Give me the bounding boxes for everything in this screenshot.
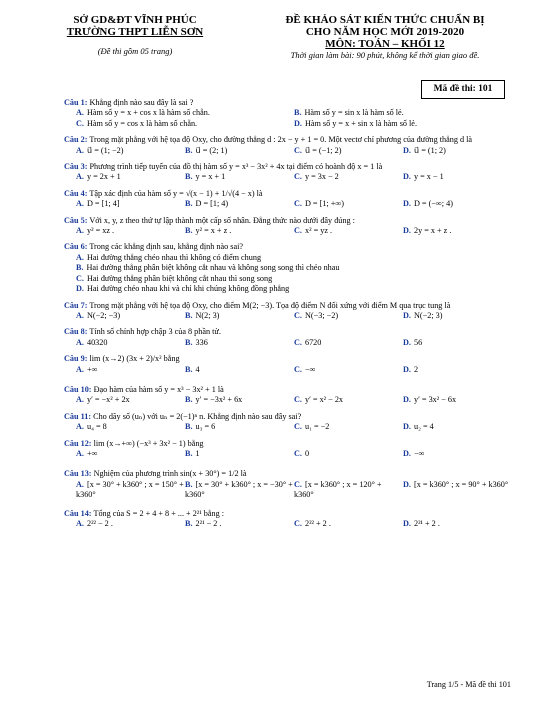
answer-option — [185, 480, 294, 501]
answer-option — [185, 395, 294, 405]
answer-option — [294, 422, 403, 432]
answer-option — [294, 395, 403, 405]
question-number: Câu 3: — [64, 162, 88, 172]
option-letter: B. — [185, 337, 193, 347]
question — [64, 412, 512, 439]
question-number: Câu 5: — [64, 215, 88, 225]
option-letter: B. — [185, 226, 193, 236]
answer-option — [294, 226, 403, 236]
answer-option — [403, 449, 512, 459]
option-text: N(−2; −3) — [86, 310, 121, 320]
answer-option — [76, 422, 185, 432]
option-letter: A. — [76, 199, 84, 209]
answer-option — [64, 263, 512, 273]
question-stem — [64, 354, 512, 364]
option-letter: B. — [185, 479, 193, 489]
option-text: y′ = −3x² + 6x — [195, 395, 243, 405]
option-letter: D. — [403, 519, 411, 528]
answer-option — [294, 119, 512, 129]
answer-option — [64, 284, 512, 294]
option-text: N(−3; −2) — [304, 310, 339, 320]
time-note: Thời gian làm bài: 90 phút, không kể thời gian giao đề. — [290, 50, 480, 60]
answer-option — [403, 422, 512, 432]
answer-option — [294, 519, 403, 529]
answer-option — [294, 172, 403, 182]
question-number: Câu 1: — [64, 98, 88, 107]
question — [64, 242, 512, 300]
option-text: 2²¹ + 2 . — [413, 519, 440, 528]
option-text: Hàm số y = cos x là hàm số chẵn. — [86, 118, 198, 128]
answer-option — [294, 449, 403, 459]
option-text: N(2; 3) — [195, 310, 220, 320]
option-letter: A. — [76, 448, 84, 458]
question-number: Câu 13: — [64, 469, 92, 479]
question-number: Câu 4: — [64, 188, 88, 198]
question-number: Câu 14: — [64, 508, 92, 518]
option-letter: B. — [185, 519, 193, 528]
answer-option — [185, 365, 294, 375]
option-letter: A. — [76, 145, 84, 155]
option-letter: D. — [403, 422, 411, 432]
option-letter: C. — [294, 310, 302, 320]
option-letter: A. — [76, 252, 84, 262]
option-letter: A. — [76, 422, 84, 432]
answer-option — [76, 172, 185, 182]
option-letter: C. — [294, 479, 302, 489]
answer-option — [185, 146, 294, 156]
option-letter: C. — [294, 199, 302, 209]
answer-option — [403, 226, 512, 236]
option-letter: D. — [403, 145, 411, 155]
question-text: Khẳng định nào sau đây là sai ? — [89, 98, 194, 107]
option-letter: B. — [185, 395, 193, 405]
option-text: 2²² + 2 . — [304, 519, 331, 528]
question — [64, 301, 512, 328]
answer-option — [403, 146, 512, 156]
answer-option — [76, 119, 294, 129]
question — [64, 98, 512, 135]
option-letter: B. — [185, 310, 193, 320]
option-letter: C. — [294, 448, 302, 458]
option-text: u⃗ = (1; 2) — [413, 145, 446, 155]
question-text: Nghiệm của phương trình sin(x + 30°) = 1/2 là — [93, 469, 247, 479]
question-number: Câu 9: — [64, 354, 88, 364]
option-letter: A. — [76, 395, 84, 405]
option-letter: A. — [76, 310, 84, 320]
question-text: Cho dãy số (uₙ) với uₙ = 2(−1)ⁿ n. Khẳng định nào sau đây sai? — [93, 411, 302, 421]
option-letter: A. — [76, 172, 84, 182]
question-number: Câu 8: — [64, 327, 88, 337]
question-number: Câu 2: — [64, 135, 88, 145]
option-letter: C. — [76, 273, 84, 283]
option-text: +∞ — [86, 448, 98, 458]
answer-option — [76, 146, 185, 156]
answer-option — [403, 480, 512, 501]
exam-title: ĐỀ KHẢO SÁT KIẾN THỨC CHUẨN BỊ — [285, 14, 485, 26]
question-text: lim (x→2) (3x + 2)/x² bằng — [89, 354, 180, 364]
option-text: y′ = 3x² − 6x — [413, 395, 457, 405]
answer-option — [76, 480, 185, 501]
option-text: −∞ — [304, 364, 316, 374]
question — [64, 216, 512, 243]
option-text: 0 — [304, 448, 310, 458]
option-letter: B. — [185, 364, 193, 374]
answer-option — [185, 226, 294, 236]
question-text: Tập xác định của hàm số y = √(x − 1) + 1/√(4 − x) là — [89, 188, 263, 198]
answer-option — [403, 365, 512, 375]
question-number: Câu 12: — [64, 438, 92, 448]
answer-option — [403, 519, 512, 529]
option-text: u⃗ = (2; 1) — [195, 145, 228, 155]
option-letter: D. — [403, 448, 411, 458]
option-text: y = 2x + 1 — [86, 172, 121, 182]
answer-option — [294, 311, 403, 321]
question-number: Câu 6: — [64, 242, 88, 252]
option-text: [x = k360° ; x = 90° + k360° — [413, 479, 509, 489]
answer-option — [76, 338, 185, 348]
question-text: Tổng của S = 2 + 4 + 8 + ... + 2²¹ bằng : — [93, 508, 224, 518]
option-text: [x = k360° ; x = 120° + k360° — [294, 479, 382, 500]
answer-option — [403, 199, 512, 209]
answer-option — [294, 146, 403, 156]
option-letter: A. — [76, 108, 84, 118]
question — [64, 385, 512, 412]
answer-option — [294, 199, 403, 209]
option-letter: A. — [76, 479, 84, 489]
question-text: Trong các khẳng định sau, khẳng định nào sai? — [89, 242, 243, 252]
question-stem — [64, 327, 512, 337]
answer-option — [64, 274, 512, 284]
option-text: [x = 30° + k360° ; x = −30° + k360° — [185, 479, 293, 500]
answer-option — [64, 253, 512, 263]
answer-option — [403, 395, 512, 405]
question-stem — [64, 216, 512, 226]
option-text: D = [1; 4) — [195, 199, 229, 209]
question-stem — [64, 135, 512, 145]
option-letter: A. — [76, 519, 84, 528]
question-stem — [64, 189, 512, 199]
option-text: D = (−∞; 4) — [413, 199, 453, 209]
question-stem — [64, 162, 512, 172]
question — [64, 327, 512, 354]
option-text: Hàm số y = x + sin x là hàm số lẻ. — [304, 118, 417, 128]
answer-option — [294, 108, 512, 118]
answer-option — [294, 365, 403, 375]
answer-option — [76, 395, 185, 405]
answer-option — [76, 199, 185, 209]
option-letter: A. — [76, 226, 84, 236]
option-letter: A. — [76, 337, 84, 347]
option-letter: A. — [76, 364, 84, 374]
header-right — [240, 14, 530, 61]
option-text: 2²² − 2 . — [86, 519, 113, 528]
question-text: Tính số chỉnh hợp chập 3 của 8 phần tử. — [89, 327, 221, 337]
option-text: Hai đường chéo nhau khi và chỉ khi chúng không đồng phẳng — [86, 284, 290, 294]
department-name: SỞ GD&ĐT VĨNH PHÚC — [73, 14, 197, 26]
answer-option — [76, 365, 185, 375]
option-letter: C. — [294, 519, 302, 528]
question — [64, 509, 512, 536]
question-text: Phương trình tiếp tuyến của đồ thị hàm số y = x³ − 3x² + 4x tại điểm có hoành độ x = 1 là — [89, 162, 383, 172]
option-letter: C. — [294, 145, 302, 155]
question — [64, 135, 512, 162]
option-text: [x = 30° + k360° ; x = 150° + k360° — [76, 479, 184, 500]
option-text: u₄ = 8 — [86, 422, 107, 432]
option-letter: D. — [294, 118, 302, 128]
option-letter: D. — [403, 337, 411, 347]
answer-option — [76, 449, 185, 459]
question-stem — [64, 412, 512, 422]
option-text: 4 — [195, 364, 200, 374]
option-text: N(−2; 3) — [413, 310, 443, 320]
answer-option — [185, 172, 294, 182]
answer-option — [403, 311, 512, 321]
answer-option — [76, 226, 185, 236]
question — [64, 189, 512, 216]
option-text: 40320 — [86, 337, 108, 347]
option-letter: C. — [294, 226, 302, 236]
option-letter: B. — [185, 172, 193, 182]
option-text: y² = x + z . — [195, 226, 232, 236]
question-text: Đạo hàm của hàm số y = x³ − 3x² + 1 là — [93, 384, 224, 394]
question — [64, 439, 512, 470]
option-letter: B. — [76, 263, 84, 273]
option-text: u₃ = 6 — [195, 422, 216, 432]
answer-option — [294, 480, 403, 501]
option-text: y = x − 1 — [413, 172, 444, 182]
question-stem — [64, 439, 512, 449]
header-left — [30, 14, 240, 57]
question-number: Câu 7: — [64, 300, 88, 310]
option-text: Hàm số y = sin x là hàm số lẻ. — [304, 108, 404, 118]
option-letter: D. — [403, 479, 411, 489]
option-letter: B. — [185, 199, 193, 209]
option-letter: D. — [403, 395, 411, 405]
question-text: Với x, y, z theo thứ tự lập thành một cấp số nhân. Đẳng thức nào dưới đây đúng : — [89, 215, 355, 225]
answer-option — [185, 199, 294, 209]
option-text: 1 — [195, 448, 200, 458]
option-text: Hai đường thẳng phân biệt không cắt nhau thì song song — [86, 273, 273, 283]
question-stem — [64, 242, 512, 252]
option-letter: B. — [185, 422, 193, 432]
exam-code-box: Mã đề thi: 101 — [421, 80, 505, 99]
option-text: Hai đường thẳng phân biệt không cắt nhau và không song song thì chéo nhau — [86, 263, 340, 273]
option-text: u⃗ = (1; −2) — [86, 145, 124, 155]
school-name: TRƯỜNG THPT LIỄN SƠN — [66, 26, 204, 38]
question-stem — [64, 301, 512, 311]
option-letter: B. — [294, 108, 302, 118]
answer-option — [403, 338, 512, 348]
option-letter: C. — [294, 422, 302, 432]
option-letter: D. — [403, 199, 411, 209]
question-stem — [64, 98, 512, 108]
question-list — [64, 98, 512, 535]
answer-option — [185, 338, 294, 348]
answer-option — [76, 519, 185, 529]
option-text: D = [1; +∞) — [304, 199, 344, 209]
option-text: Hàm số y = x + cos x là hàm số chẵn. — [86, 108, 210, 118]
option-text: y′ = x² − 2x — [304, 395, 344, 405]
answer-option — [185, 311, 294, 321]
page-footer: Trang 1/5 - Mã đề thi 101 — [426, 680, 511, 689]
option-text: y = 3x − 2 — [304, 172, 339, 182]
option-text: 6720 — [304, 337, 322, 347]
answer-option — [76, 311, 185, 321]
option-letter: C. — [76, 118, 84, 128]
answer-option — [403, 172, 512, 182]
option-text: 56 — [413, 337, 423, 347]
question-text: Trong mặt phẳng với hệ tọa độ Oxy, cho đường thẳng d : 2x − y + 1 = 0. Một vectơ chỉ phương của đường thẳng d là — [89, 135, 473, 145]
question-text: Trong mặt phẳng với hệ tọa độ Oxy, cho điểm M(2; −3). Tọa độ điểm N đối xứng với điểm M qua trục tung là — [89, 300, 451, 310]
question — [64, 354, 512, 385]
option-text: +∞ — [86, 364, 98, 374]
option-letter: D. — [403, 310, 411, 320]
option-text: u₂ = 4 — [413, 422, 434, 432]
option-text: 336 — [195, 337, 208, 347]
option-letter: D. — [403, 226, 411, 236]
question — [64, 469, 512, 508]
answer-option — [294, 338, 403, 348]
option-text: y² = xz . — [86, 226, 115, 236]
option-text: u⃗ = (−1; 2) — [304, 145, 342, 155]
option-letter: D. — [403, 364, 411, 374]
option-text: 2y = x + z . — [413, 226, 452, 236]
question-stem — [64, 509, 512, 519]
answer-option — [185, 519, 294, 529]
option-text: Hai đường thẳng chéo nhau thì không có điểm chung — [86, 252, 262, 262]
option-text: y′ = −x² + 2x — [86, 395, 130, 405]
option-text: y = x + 1 — [195, 172, 226, 182]
question — [64, 162, 512, 189]
subject-line: MÔN: TOÁN – KHỐI 12 — [325, 38, 445, 50]
school-year: CHO NĂM HỌC MỚI 2019-2020 — [305, 26, 465, 38]
option-text: x² = yz . — [304, 226, 333, 236]
answer-option — [76, 108, 294, 118]
option-letter: D. — [403, 172, 411, 182]
option-text: −∞ — [413, 448, 425, 458]
option-letter: C. — [294, 172, 302, 182]
answer-option — [185, 449, 294, 459]
option-text: u₁ = −2 — [304, 422, 330, 432]
option-letter: D. — [76, 284, 84, 294]
option-text: D = [1; 4] — [86, 199, 120, 209]
answer-option — [185, 422, 294, 432]
question-text: lim (x→+∞) (−x³ + 3x² − 1) bằng — [93, 438, 204, 448]
pages-note: (Đề thi gồm 05 trang) — [97, 46, 173, 56]
option-text: 2 — [413, 364, 419, 374]
question-stem — [64, 385, 512, 395]
question-number: Câu 11: — [64, 411, 92, 421]
question-number: Câu 10: — [64, 384, 92, 394]
option-text: 2²¹ − 2 . — [195, 519, 222, 528]
question-stem — [64, 469, 512, 479]
option-letter: C. — [294, 337, 302, 347]
option-letter: C. — [294, 364, 302, 374]
option-letter: B. — [185, 448, 193, 458]
option-letter: C. — [294, 395, 302, 405]
option-letter: B. — [185, 145, 193, 155]
